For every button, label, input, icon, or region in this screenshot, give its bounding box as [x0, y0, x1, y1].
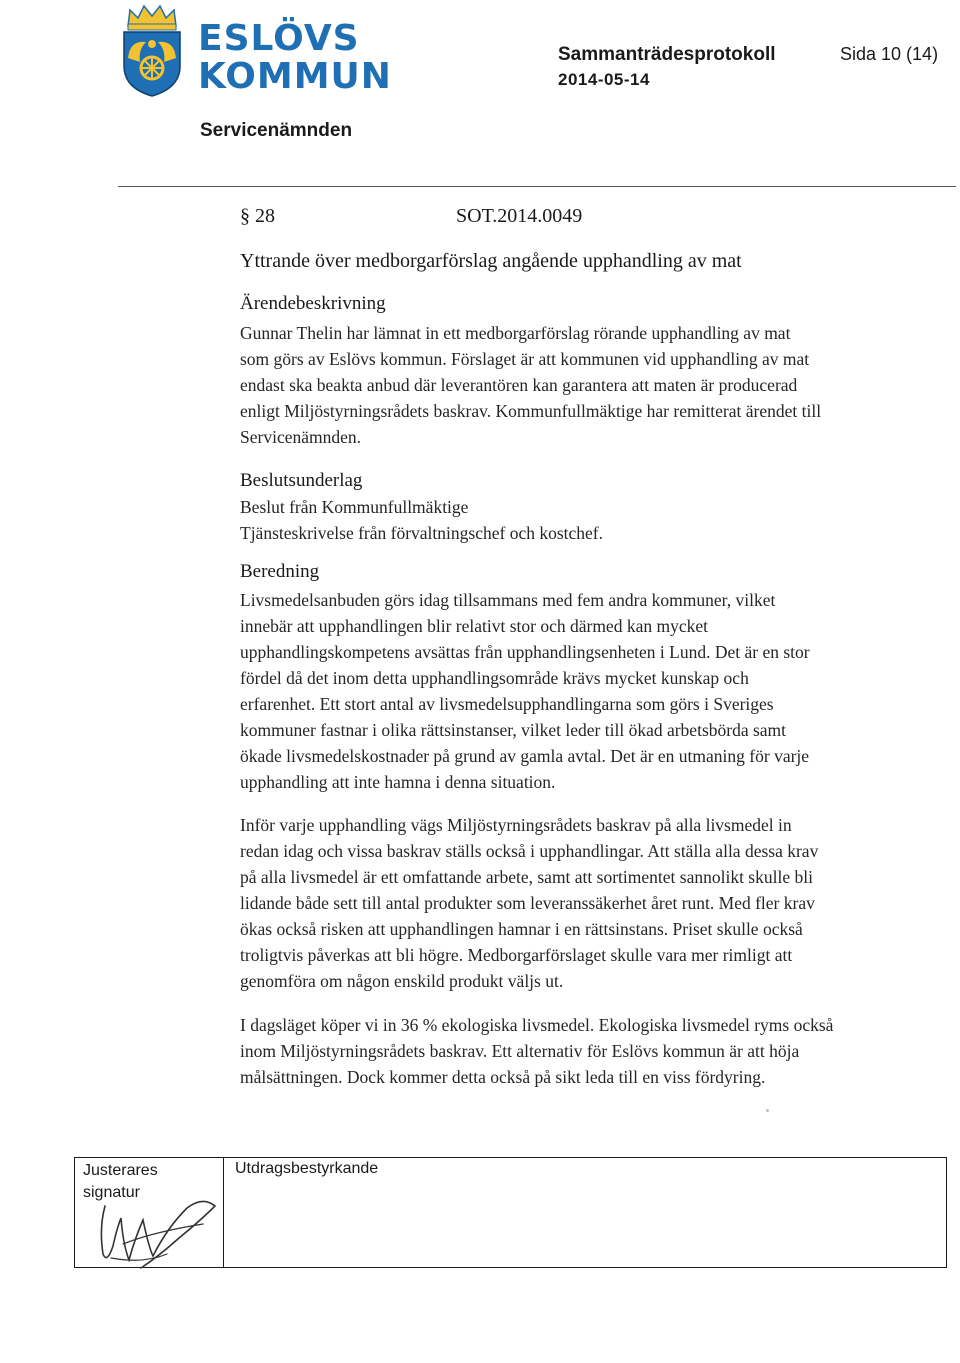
handwritten-signature — [83, 1198, 223, 1272]
text-line: Livsmedelsanbuden görs idag tillsammans med fem andra kommuner, vilket — [240, 590, 776, 610]
case-title: Yttrande över medborgarförslag angående upphandling av mat — [240, 250, 742, 272]
document-type: Sammanträdesprotokoll — [558, 44, 776, 65]
section-heading-beslutsunderlag: Beslutsunderlag — [240, 470, 363, 491]
text-line: innebär att upphandlingen blir relativt stor och därmed kan mycket — [240, 616, 708, 636]
text-line: enligt Miljöstyrningsrådets baskrav. Kommunfullmäktige har remitterat ärendet till — [240, 401, 822, 421]
arendebeskrivning-text — [240, 320, 890, 450]
signature-box-divider — [223, 1158, 224, 1267]
beslutsunderlag-list — [240, 494, 890, 546]
text-line: inom Miljöstyrningsrådets baskrav. Ett alternativ för Eslövs kommun är att höja — [240, 1041, 800, 1061]
eslov-crest-logo — [120, 4, 184, 98]
text-line: på alla livsmedel är ett omfattande arbete, samt att sortimentet sannolikt skulle bli — [240, 867, 813, 887]
text-line: som görs av Eslövs kommun. Förslaget är att kommunen vid upphandling av mat — [240, 349, 810, 369]
text-line: endast ska beakta anbud där leverantören kan garantera att maten är producerad — [240, 375, 798, 395]
page-indicator: Sida 10 (14) — [840, 44, 939, 64]
beredning-paragraph-2 — [240, 812, 890, 994]
paragraph-number: § 28 — [240, 205, 275, 227]
certification-label: Utdragsbestyrkande — [235, 1160, 379, 1177]
text-line: Servicenämnden. — [240, 427, 361, 447]
beredning-paragraph-1 — [240, 587, 890, 795]
committee-name: Servicenämnden — [200, 120, 353, 141]
signature-box — [74, 1157, 947, 1268]
text-line: kommuner fastnar i olika rättsinstanser, vilket leder till ökad arbetsbörda samt — [240, 720, 787, 740]
scan-speck — [766, 1109, 769, 1112]
meeting-date: 2014-05-14 — [558, 70, 650, 89]
text-line: redan idag och vissa baskrav ställs också i upphandlingar. Att ställa alla dessa krav — [240, 841, 819, 861]
signature-label: Justerares signatur — [83, 1162, 158, 1201]
text-line: lidande både sett till antal produkter som leveranssäkerhet året runt. Med fler krav — [240, 893, 815, 913]
org-name-line1: ESLÖVS — [198, 18, 360, 59]
text-line: ökade livsmedelskostnader på grund av gamla avtal. Det är en utmaning för varje — [240, 746, 810, 766]
text-line: upphandlingskompetens avsättas från upphandlingsenheten i Lund. Det är en stor — [240, 642, 810, 662]
text-line: upphandling att inte hamna i denna situation. — [240, 772, 556, 792]
section-heading-beredning: Beredning — [240, 561, 320, 582]
text-line: målsättningen. Dock kommer detta också på sikt leda till en viss fördyring. — [240, 1067, 766, 1087]
list-item: Beslut från Kommunfullmäktige — [240, 497, 469, 517]
text-line: troligtvis påverkas att bli högre. Medborgarförslaget skulle vara mer rimligt att — [240, 945, 793, 965]
text-line: I dagsläget köper vi in 36 % ekologiska livsmedel. Ekologiska livsmedel ryms också — [240, 1015, 834, 1035]
beredning-paragraph-3 — [240, 1012, 890, 1090]
org-name — [198, 20, 398, 96]
text-line: genomföra om någon enskild produkt väljs ut. — [240, 971, 564, 991]
case-number: SOT.2014.0049 — [456, 205, 583, 227]
text-line: Gunnar Thelin har lämnat in ett medborgarförslag rörande upphandling av mat — [240, 323, 791, 343]
org-name-line2: KOMMUN — [198, 56, 392, 97]
list-item: Tjänsteskrivelse från förvaltningschef och kostchef. — [240, 523, 603, 543]
header-divider — [118, 186, 956, 187]
text-line: erfarenhet. Ett stort antal av livsmedelsupphandlingarna som görs i Sveriges — [240, 694, 774, 714]
section-heading-arendebeskrivning: Ärendebeskrivning — [240, 293, 386, 314]
text-line: ökas också risken att upphandlingen hamnar i en rättsinstans. Priset skulle också — [240, 919, 803, 939]
text-line: fördel då det inom detta upphandlingsområde krävs mycket kunskap och — [240, 668, 749, 688]
text-line: Inför varje upphandling vägs Miljöstyrningsrådets baskrav på alla livsmedel in — [240, 815, 792, 835]
